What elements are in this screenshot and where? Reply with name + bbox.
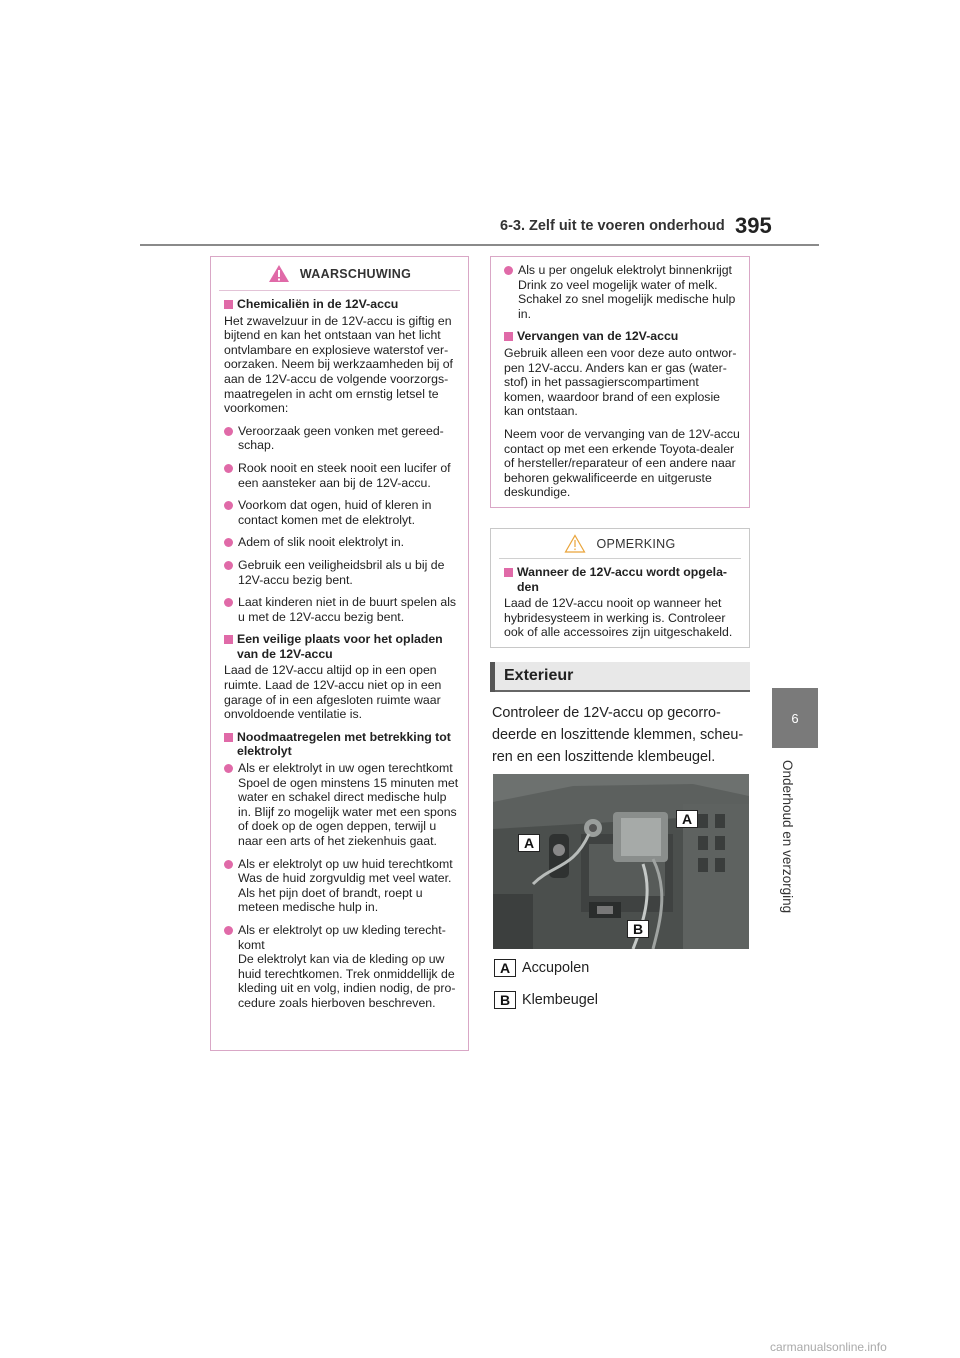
section-heading: Chemicaliën in de 12V-accu [224, 297, 460, 312]
chapter-tab[interactable] [772, 688, 818, 748]
exterior-heading [490, 662, 750, 692]
heading-bar [490, 662, 495, 692]
bullet-icon [224, 926, 233, 935]
label-a: A [518, 834, 540, 852]
note-box-title: OPMERKING [596, 536, 676, 551]
square-bullet-icon [504, 332, 513, 341]
note-box [490, 528, 750, 648]
warning-box-title: WAARSCHUWING [299, 266, 412, 281]
label-b: B [627, 920, 649, 938]
bullet-icon [224, 860, 233, 869]
paragraph: Gebruik alleen een voor deze auto ontworpen 12V-accu. Anders kan er gas (waterstof) in het passagierscompartiment komen, waardoor brand of een explosie kan ontstaan. [504, 345, 737, 419]
legend-key: A [494, 959, 516, 977]
list-item: Gebruik een veiligheidsbril als u bij de 12V-accu bezig bent. [224, 558, 460, 587]
header-rule [140, 244, 819, 246]
list-item: Als er elektrolyt op uw huid terechtkomt Was de huid zorgvuldig met veel water. Als het pijn doet of brandt, roept u meteen medische hulp in. [224, 857, 460, 915]
caution-icon [564, 534, 586, 553]
warning-box-header [211, 257, 468, 290]
bullet-icon [224, 561, 233, 570]
section-heading: Noodmaatregelen met betrekking tot elektrolyt [224, 730, 460, 759]
paragraph: Laad de 12V-accu nooit op wanneer het hybridesysteem in werking is. Controleer ook of alle accessoires zijn uitgeschakeld. [504, 596, 733, 640]
list-item: Als er elektrolyt op uw kleding terechtkomt De elektrolyt kan via de kleding op uw huid terechtkomen. Trek onmiddellijk de kleding uit en volg, indien nodig, de procedure zoals hierboven beschreven. [224, 923, 460, 1011]
warning-box [210, 256, 469, 1051]
bullet-icon [224, 464, 233, 473]
battery-compartment-illustration [493, 774, 749, 949]
list-item: Voorkom dat ogen, huid of kleren in contact komen met de elektrolyt. [224, 498, 460, 527]
label-a: A [676, 810, 698, 828]
chapter-label: Onderhoud en verzorging [780, 760, 795, 914]
warning-icon [268, 264, 290, 283]
legend-text: Accupolen [522, 960, 590, 976]
warning-box-continued [490, 256, 750, 508]
list-item: Als u per ongeluk elektrolyt binnenkrijgt Drink zo veel mogelijk water of melk. Schakel zo snel mogelijk medische hulp in. [504, 263, 741, 321]
bullet-icon [224, 501, 233, 510]
page-number: 395 [735, 213, 772, 238]
exterior-intro: Controleer de 12V-accu op gecorrodeerde en loszittende klemmen, scheuren en een loszittende klembeugel. [492, 705, 744, 765]
legend-item [494, 991, 598, 1009]
paragraph: Neem voor de vervanging van de 12V-accu contact op met een erkende Toyota-dealer of hersteller/reparateur of een andere naar behoren gekwalificeerde en uitgeruste deskundige. [504, 426, 740, 500]
chapter-number: 6 [791, 710, 799, 726]
paragraph: Het zwavelzuur in de 12V-accu is giftig en bijtend en kan het ontstaan van het licht ontvlambare en explosieve waterstof veroorzaken. Neem bij werkzaamheden bij of aan de 12V-accu de volgende voorzorgsmaatregelen in acht om ernstig letsel te voorkomen: [224, 313, 453, 416]
bullet-icon [224, 427, 233, 436]
legend-text: Klembeugel [522, 992, 599, 1008]
section-heading: Vervangen van de 12V-accu [504, 329, 741, 344]
square-bullet-icon [224, 635, 233, 644]
list-item: Rook nooit en steek nooit een lucifer of een aansteker aan bij de 12V-accu. [224, 461, 460, 490]
section-heading: Wanneer de 12V-accu wordt opgeladen [504, 565, 741, 594]
paragraph: Laad de 12V-accu altijd op in een open ruimte. Laad de 12V-accu niet op in een garage of in een afgesloten ruimte waar onvoldoende ventilatie is. [224, 663, 442, 722]
list-item: Adem of slik nooit elektrolyt in. [224, 535, 460, 550]
legend-item [494, 959, 589, 977]
list-item: Veroorzaak geen vonken met gereedschap. [224, 424, 460, 453]
section-heading: Een veilige plaats voor het opladen van de 12V-accu [224, 632, 460, 661]
watermark: carmanualsonline.info [770, 1340, 887, 1354]
note-box-header [491, 529, 749, 558]
square-bullet-icon [504, 568, 513, 577]
exterior-heading-text: Exterieur [504, 667, 574, 684]
legend-key: B [494, 991, 516, 1009]
list-item: Als er elektrolyt in uw ogen terechtkomt Spoel de ogen minstens 15 minuten met water en schakel direct medische hulp in. Blijf zo mogelijk water met een spons of doek op de ogen deppen, terwijl u naar een arts of het ziekenhuis gaat. [224, 761, 460, 849]
bullet-icon [224, 538, 233, 547]
square-bullet-icon [224, 733, 233, 742]
bullet-icon [224, 598, 233, 607]
bullet-icon [504, 266, 513, 275]
section-title: 6-3. Zelf uit te voeren onderhoud [500, 218, 725, 234]
battery-photo [493, 774, 749, 949]
square-bullet-icon [224, 300, 233, 309]
bullet-icon [224, 764, 233, 773]
list-item: Laat kinderen niet in de buurt spelen als u met de 12V-accu bezig bent. [224, 595, 460, 624]
